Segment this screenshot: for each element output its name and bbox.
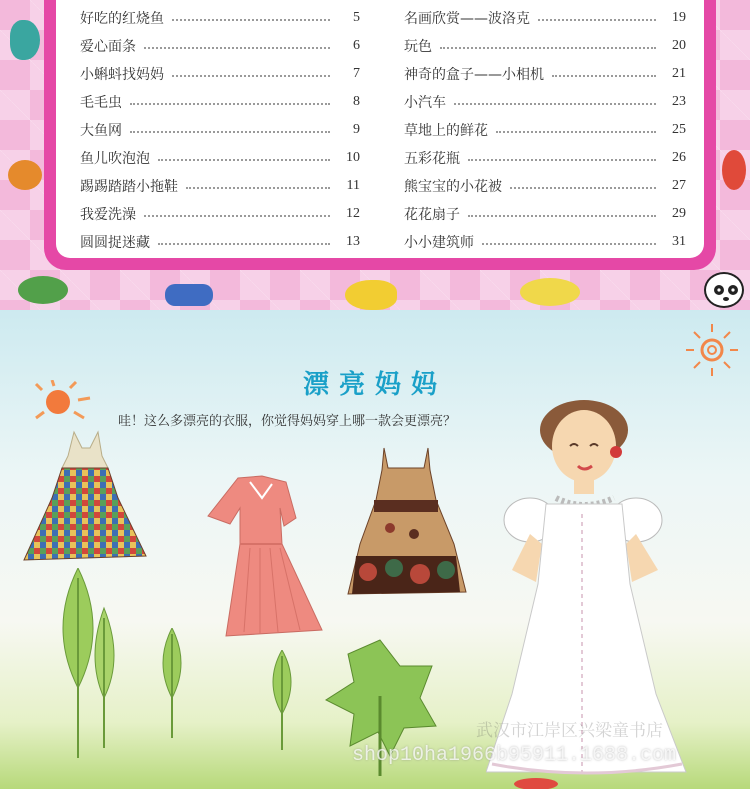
plaid-dress-image: [22, 428, 148, 568]
shell-drawing: [722, 150, 746, 190]
dot-leader: [172, 75, 330, 77]
contents-row: [80, 60, 360, 88]
floral-dress-image: [344, 444, 468, 600]
dot-leader: [158, 159, 330, 161]
contents-row: [404, 116, 686, 144]
contents-title: 小汽车: [404, 95, 446, 111]
contents-page-number: 11: [346, 178, 360, 193]
contents-page-number: 5: [353, 10, 360, 25]
contents-title: 圆圆捉迷藏: [80, 235, 150, 251]
contents-row: [404, 88, 686, 116]
contents-title: 毛毛虫: [80, 95, 122, 111]
contents-row: [80, 32, 360, 60]
contents-page-number: 8: [353, 94, 360, 109]
contents-row: [80, 116, 360, 144]
contents-title: 踢踢踏踏小拖鞋: [80, 179, 178, 195]
contents-column-left: [80, 4, 360, 256]
dot-leader: [158, 243, 330, 245]
question-text: 哇！这么多漂亮的衣服，你觉得妈妈穿上哪一款会更漂亮？: [118, 414, 457, 429]
dot-leader: [130, 131, 330, 133]
pink-dress-image: [200, 468, 324, 638]
contents-title: 名画欣赏——波洛克: [404, 11, 530, 27]
dot-leader: [496, 131, 656, 133]
contents-row: [80, 144, 360, 172]
fish-drawing: [520, 278, 580, 306]
dot-leader: [186, 187, 330, 189]
fish-drawing: [18, 276, 68, 304]
fish-drawing: [8, 160, 42, 190]
page-title: 漂亮妈妈: [302, 370, 447, 400]
dot-leader: [440, 47, 656, 49]
contents-title: 鱼儿吹泡泡: [80, 151, 150, 167]
contents-page-number: 7: [353, 66, 360, 81]
contents-row: [80, 228, 360, 256]
dot-leader: [552, 75, 656, 77]
contents-title: 花花扇子: [404, 207, 460, 223]
dot-leader: [538, 19, 656, 21]
contents-title: 我爱洗澡: [80, 207, 136, 223]
contents-panel: [0, 0, 750, 310]
dot-leader: [510, 187, 656, 189]
illustration-panel: [0, 310, 750, 789]
dot-leader: [130, 103, 330, 105]
contents-page-number: 31: [672, 234, 686, 249]
contents-page-number: 12: [346, 206, 360, 221]
dot-leader: [144, 215, 330, 217]
dot-leader: [468, 215, 656, 217]
contents-row: [80, 200, 360, 228]
contents-row: [404, 4, 686, 32]
watermark-text: 武汉市江岸区兴梁童书店: [476, 721, 663, 741]
watermark-url: shop10ha1966b95911.1688.com: [352, 744, 677, 767]
contents-page-number: 9: [353, 122, 360, 137]
contents-title: 好吃的红烧鱼: [80, 11, 164, 27]
contents-row: [404, 228, 686, 256]
contents-page-number: 21: [672, 66, 686, 81]
dot-leader: [172, 19, 330, 21]
contents-title: 爱心面条: [80, 39, 136, 55]
contents-row: [404, 144, 686, 172]
dot-leader: [468, 159, 656, 161]
contents-row: [80, 88, 360, 116]
contents-row: [404, 60, 686, 88]
contents-row: [404, 32, 686, 60]
contents-column-right: [404, 4, 686, 256]
contents-page-number: 26: [672, 150, 686, 165]
contents-title: 大鱼网: [80, 123, 122, 139]
contents-title: 小蝌蚪找妈妈: [80, 67, 164, 83]
contents-title: 草地上的鲜花: [404, 123, 488, 139]
contents-row: [404, 200, 686, 228]
contents-page-number: 23: [672, 94, 686, 109]
contents-title: 神奇的盒子——小相机: [404, 67, 544, 83]
dot-leader: [482, 243, 656, 245]
leaf-drawing: [152, 628, 192, 738]
contents-page-number: 13: [346, 234, 360, 249]
contents-page-number: 25: [672, 122, 686, 137]
contents-card: [56, 0, 704, 258]
contents-row: [80, 4, 360, 32]
leaf-drawing: [262, 650, 302, 750]
contents-page-number: 19: [672, 10, 686, 25]
contents-title: 小小建筑师: [404, 235, 474, 251]
fish-drawing: [345, 280, 397, 310]
contents-page-number: 10: [346, 150, 360, 165]
fish-drawing: [10, 20, 40, 60]
dot-leader: [454, 103, 656, 105]
contents-title: 玩色: [404, 39, 432, 55]
contents-title: 五彩花瓶: [404, 151, 460, 167]
contents-page-number: 27: [672, 178, 686, 193]
contents-page-number: 6: [353, 38, 360, 53]
leaf-drawing: [48, 568, 128, 758]
panda-drawing: [704, 272, 744, 308]
contents-page-number: 20: [672, 38, 686, 53]
contents-row: [404, 172, 686, 200]
bottle-drawing: [165, 284, 213, 306]
contents-page-number: 29: [672, 206, 686, 221]
contents-row: [80, 172, 360, 200]
contents-title: 熊宝宝的小花被: [404, 179, 502, 195]
dot-leader: [144, 47, 330, 49]
